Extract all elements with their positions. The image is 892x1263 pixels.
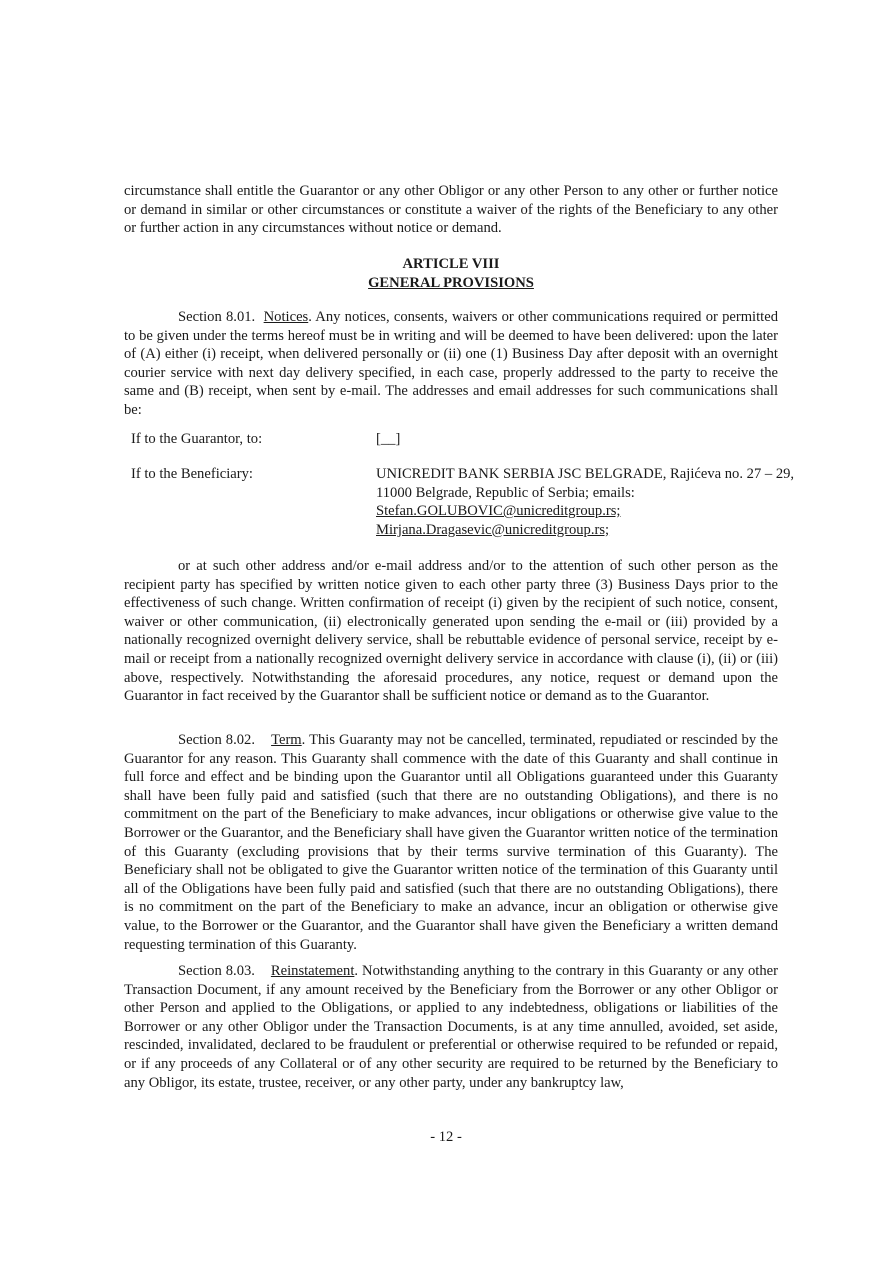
article-title: ARTICLE VIII — [402, 256, 500, 272]
guarantor-address-label: If to the Guarantor, to: — [131, 431, 263, 447]
beneficiary-address-block — [376, 465, 806, 539]
beneficiary-email-2[interactable]: Mirjana.Dragasevic@unicreditgroup.rs; — [376, 521, 610, 538]
after-addresses-paragraph: or at such other address and/or e-mail address and/or to the attention of such other person as the recipient party has specified by written notice given to each other party three (3) Business Days prior to the effectiveness of such change. Written confirmation of receipt (i) given by the recipient of such notice, consent, waiver or other communication, (ii) electronically generated upon sending the e-mail or (iii) provided by a nationally recognized overnight delivery service, shall be rebuttable evidence of personal service, receipt by e-mail or receipt from a nationally recognized overnight delivery service in accordance with clause (i), (ii) or (iii) above, respectively. Notwithstanding the aforesaid procedures, any notice, request or demand upon the Guarantor in fact received by the Guarantor shall be sufficient notice or demand as to the Guarantor. — [124, 558, 778, 705]
section-8-02-text: . This Guaranty may not be cancelled, terminated, repudiated or rescinded by the Guarantor for any reason. This Guaranty shall commence with the date of this Guaranty and shall continue in full force and effect and be binding upon the Guarantor until all Obligations guaranteed under this Guaranty shall have been fully paid and satisfied (such that there are no outstanding Obligations), and there is no commitment on the part of the Beneficiary to make advances, incur obligations or otherwise give value to the Borrower or the Guarantor, and the Beneficiary shall have given the Guarantor written notice of the termination of this Guaranty (excluding provisions that by their terms survive termination of this Guaranty). The Beneficiary shall not be obligated to give the Guarantor written notice of the termination of this Guaranty until all of the Obligations have been fully paid and satisfied (such that there are no outstanding Obligations), there is no commitment on the part of the Beneficiary to make an advance, incur an obligation or otherwise give value, to the Borrower or the Guarantor, and the Guarantor shall have given the Beneficiary a written demand requesting termination of this Guaranty. — [124, 732, 778, 953]
section-8-02-heading: Term — [271, 732, 302, 748]
section-8-03-paragraph — [124, 962, 778, 1092]
section-8-01-label: Section 8.01. — [178, 309, 256, 325]
beneficiary-address-label: If to the Beneficiary: — [131, 466, 253, 482]
article-subtitle: GENERAL PROVISIONS — [368, 274, 534, 291]
section-8-02-paragraph — [124, 731, 778, 954]
section-8-01-heading: Notices — [263, 309, 309, 325]
page-number: - 12 - — [430, 1129, 462, 1145]
section-8-03-heading: Reinstatement — [270, 963, 355, 979]
beneficiary-email-1[interactable]: Stefan.GOLUBOVIC@unicreditgroup.rs; — [376, 503, 621, 520]
beneficiary-address-line: UNICREDIT BANK SERBIA JSC BELGRADE, Rajićeva no. 27 – 29, 11000 Belgrade, Republic of Serbia; emails: — [376, 466, 795, 501]
section-8-03-label: Section 8.03. — [178, 963, 255, 979]
section-8-01-paragraph — [124, 308, 778, 420]
section-8-02-label: Section 8.02. — [178, 732, 255, 748]
section-8-01-text: . Any notices, consents, waivers or other communications required or permitted to be given under the terms hereof must be in writing and will be deemed to have been delivered: upon the later of (A) either (i) receipt, when delivered personally or (ii) one (1) Business Day after deposit with an overnight courier service with next day delivery specified, in each case, properly addressed to the party to receive the same and (B) receipt, when sent by e-mail. The addresses and email addresses for such communications shall be: — [124, 309, 778, 418]
section-8-03-text: . Notwithstanding anything to the contrary in this Guaranty or any other Transaction Document, if any amount received by the Beneficiary from the Borrower or any other Obligor or other Person and applied to the Obligations, or applied to any indebtedness, obligations or liabilities of the Borrower or any other Obligor under the Transaction Documents, is at any time annulled, avoided, set aside, rescinded, invalidated, declared to be fraudulent or preferential or otherwise required to be refunded or repaid, or if any proceeds of any Collateral or of any other security are required to be returned by the Beneficiary to any Obligor, its estate, trustee, receiver, or any other party, under any bankruptcy law, — [124, 963, 778, 1091]
opening-paragraph: circumstance shall entitle the Guarantor or any other Obligor or any other Person to any other or further notice or demand in similar or other circumstances or constitute a waiver of the rights of the Beneficiary to any other or further action in any circumstances without notice or demand. — [124, 183, 778, 237]
guarantor-address-value: [__] — [376, 431, 401, 447]
article-heading — [124, 255, 778, 292]
